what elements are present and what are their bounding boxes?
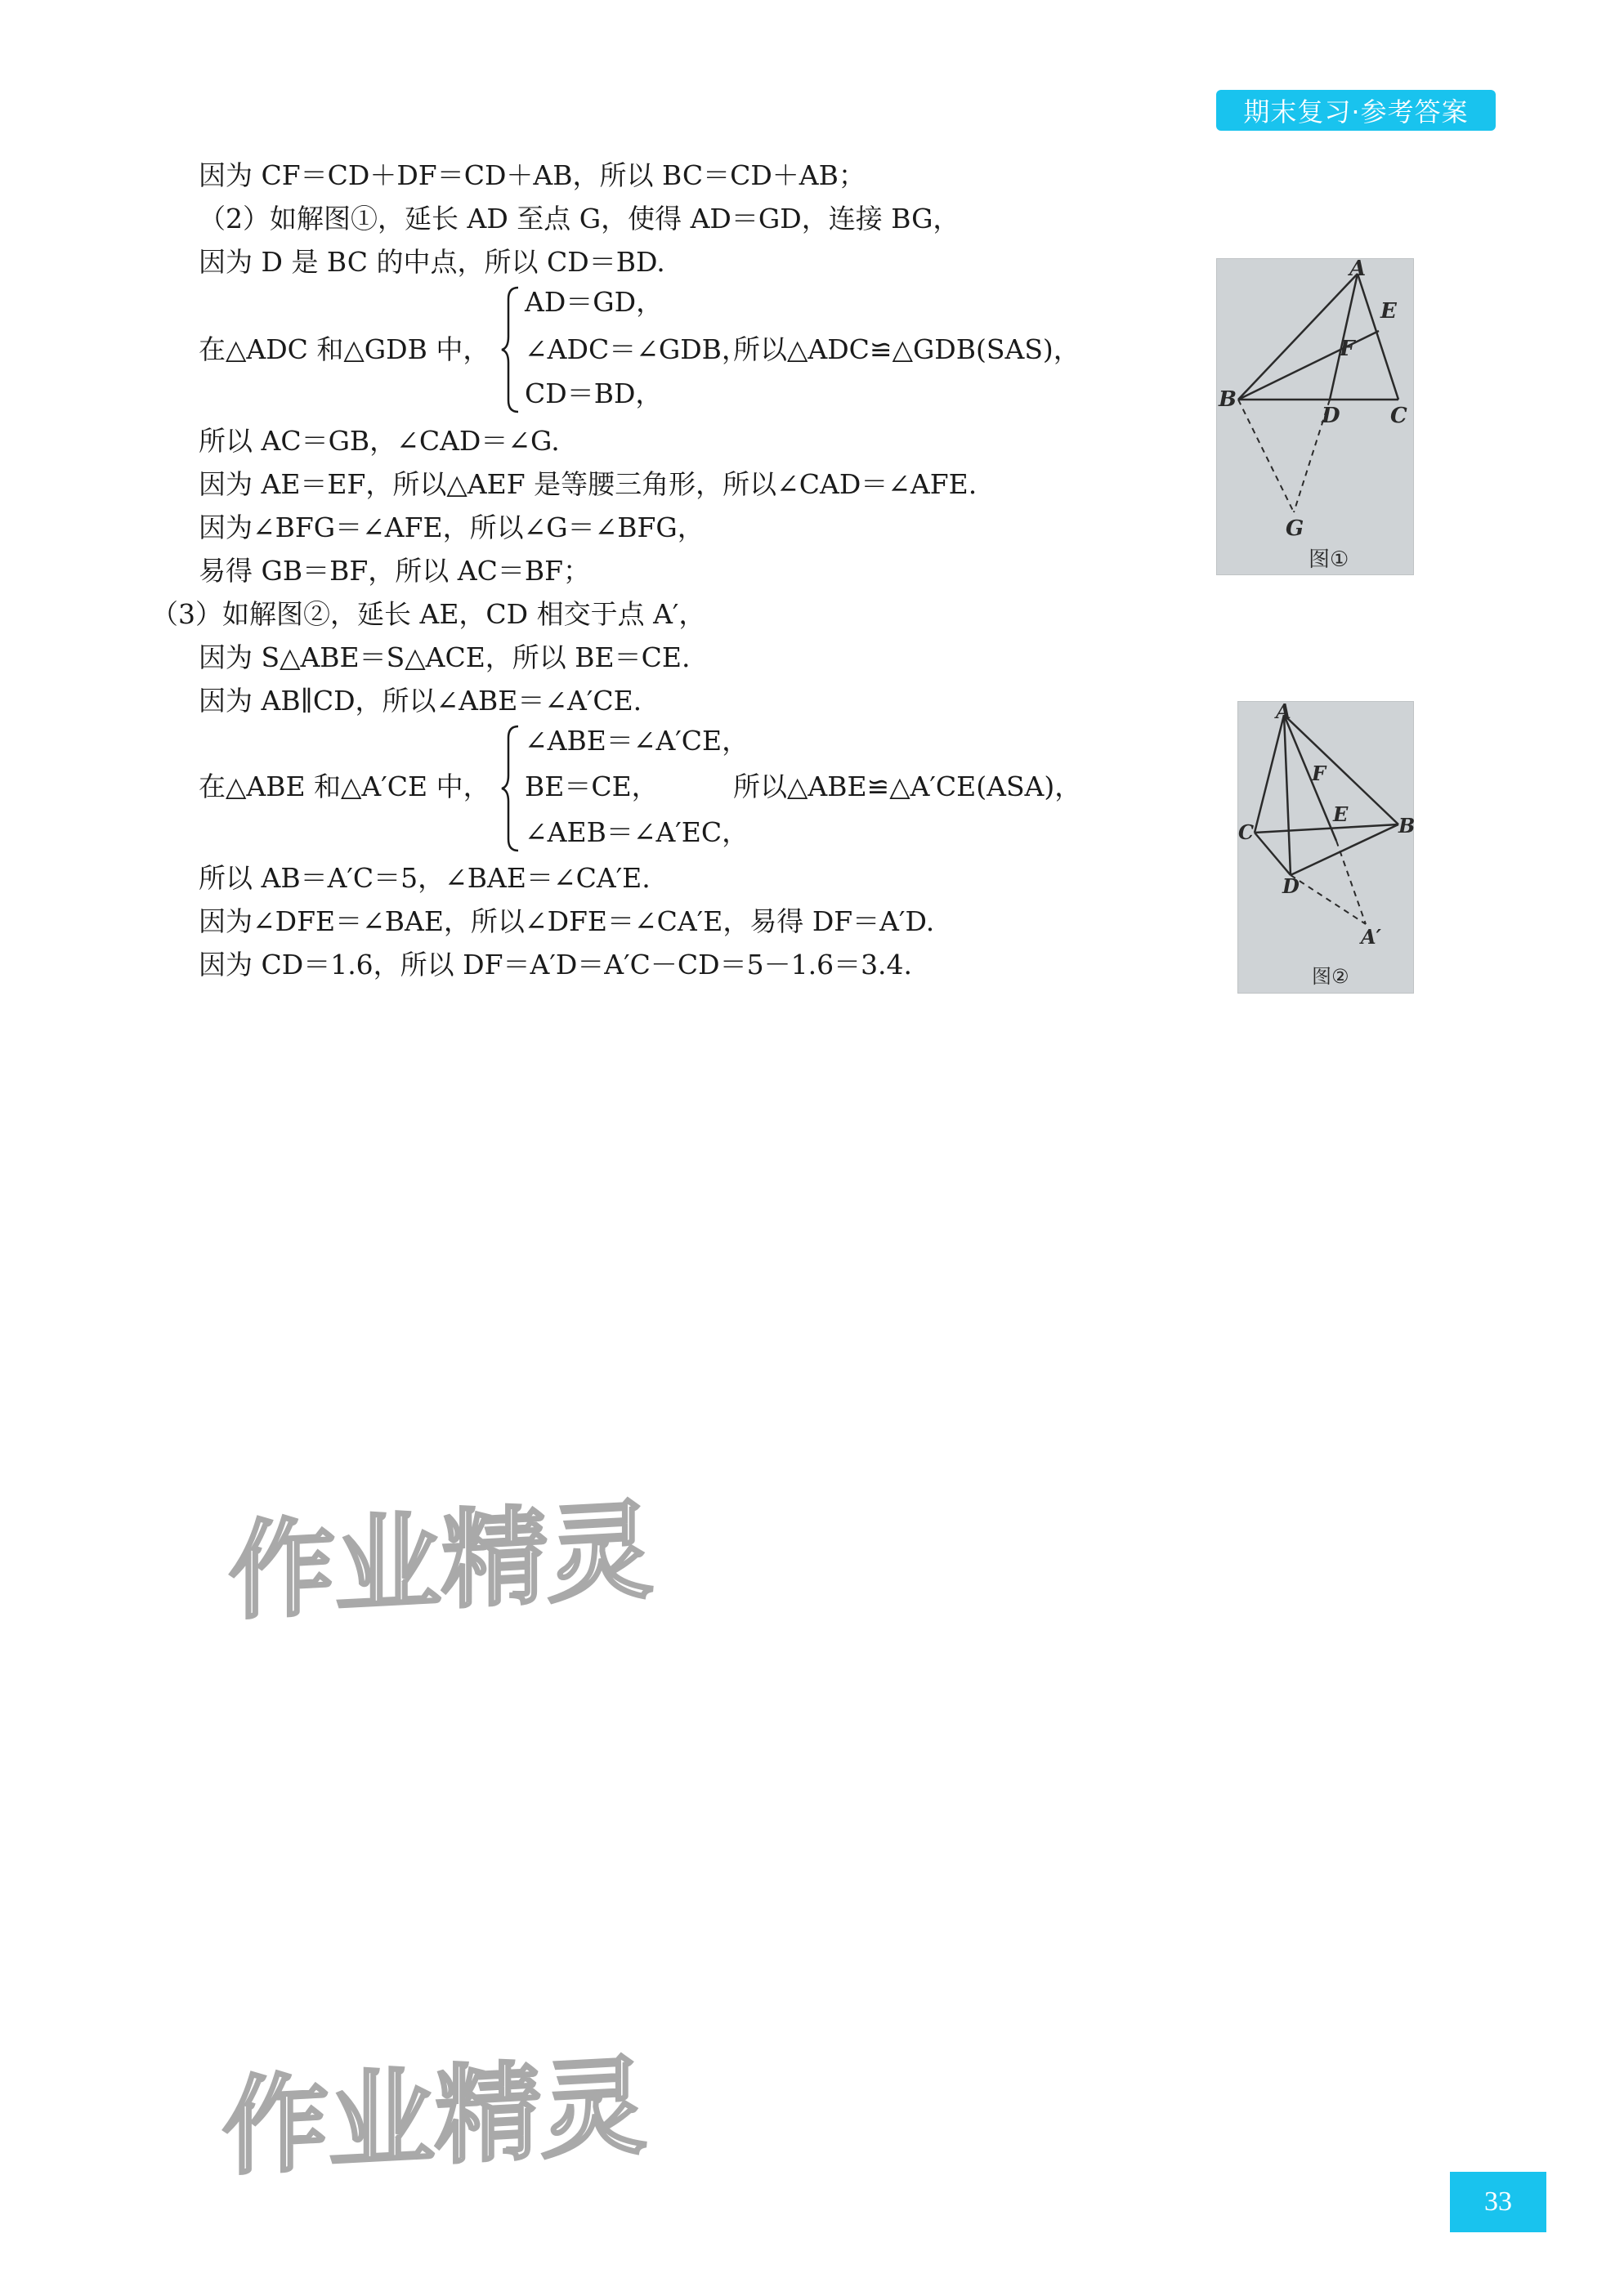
left-brace-icon: [500, 284, 521, 415]
system2-brace: [500, 723, 749, 854]
text-line-1: 因为 CF＝CD＋DF＝CD＋AB，所以 BC＝CD＋AB；: [199, 159, 866, 191]
text-line-17: 因为 CD＝1.6，所以 DF＝A′D＝A′C－CD＝5－1.6＝3.4.: [199, 949, 913, 980]
system1-conclusion: 所以△ADC≌△GDB(SAS)，: [733, 333, 1080, 365]
system2-eq-2: BE＝CE，: [525, 771, 659, 802]
text-line-15: 所以 AB＝A′C＝5，∠BAE＝∠CA′E.: [199, 862, 651, 894]
label-b: B: [1219, 387, 1237, 412]
system2-conclusion: 所以△ABE≌△A′CE(ASA)，: [733, 771, 1082, 802]
text-line-12: 因为 AB∥CD，所以∠ABE＝∠A′CE.: [199, 685, 642, 717]
watermark-text: 作业精灵: [229, 1488, 654, 1635]
text-line-6: 所以 AC＝GB，∠CAD＝∠G.: [199, 425, 560, 457]
label-a-prime: A′: [1361, 925, 1381, 949]
label-d: D: [1282, 874, 1300, 898]
text-line-2: （2）如解图①，延长 AD 至点 G，使得 AD＝GD，连接 BG，: [199, 203, 960, 235]
text-line-9: 易得 GB＝BF，所以 AC＝BF；: [199, 555, 590, 587]
label-f: F: [1312, 762, 1326, 785]
label-g: G: [1286, 516, 1304, 541]
system2-eq-3: ∠AEB＝∠A′EC，: [525, 816, 749, 848]
label-a: A: [1349, 257, 1367, 281]
header-badge: 期末复习·参考答案: [1216, 90, 1496, 131]
label-e: E: [1333, 802, 1349, 826]
text-line-7: 因为 AE＝EF，所以△AEF 是等腰三角形，所以∠CAD＝∠AFE.: [199, 468, 978, 500]
text-line-16: 因为∠DFE＝∠BAE，所以∠DFE＝∠CA′E，易得 DF＝A′D.: [199, 905, 935, 937]
system1-intro: 在△ADC 和△GDB 中，: [199, 333, 490, 365]
triangle-diagram-2: [1238, 699, 1416, 993]
watermark-text: 作业精灵: [222, 2044, 647, 2191]
triangle-diagram-1: [1217, 259, 1413, 574]
system2-eq-1: ∠ABE＝∠A′CE，: [525, 725, 749, 757]
label-c: C: [1390, 404, 1407, 428]
label-e: E: [1380, 299, 1397, 324]
figure-1-caption: 图①: [1309, 547, 1349, 572]
page-number: 33: [1450, 2172, 1546, 2232]
figure-2: [1237, 701, 1414, 994]
text-line-10: （3）如解图②，延长 AE，CD 相交于点 A′，: [151, 598, 706, 630]
system2-intro: 在△ABE 和△A′CE 中，: [199, 771, 490, 802]
label-f: F: [1340, 337, 1355, 361]
watermark-2: [214, 2044, 672, 2198]
system1-eq-3: CD＝BD，: [525, 377, 663, 409]
text-line-3: 因为 D 是 BC 的中点，所以 CD＝BD.: [199, 246, 665, 278]
label-d: D: [1322, 404, 1340, 428]
label-c: C: [1238, 820, 1255, 844]
system1-brace: [500, 284, 749, 415]
label-b: B: [1398, 814, 1416, 838]
figure-2-caption: 图②: [1312, 965, 1349, 988]
text-line-8: 因为∠BFG＝∠AFE，所以∠G＝∠BFG，: [199, 511, 705, 543]
label-a: A: [1276, 699, 1291, 723]
watermark-1: [221, 1488, 678, 1642]
left-brace-icon: [500, 723, 521, 854]
figure-1: [1216, 258, 1414, 575]
text-line-11: 因为 S△ABE＝S△ACE，所以 BE＝CE.: [199, 641, 691, 673]
system1-eq-1: AD＝GD，: [525, 286, 664, 318]
system1-eq-2: ∠ADC＝∠GDB，: [525, 333, 749, 365]
